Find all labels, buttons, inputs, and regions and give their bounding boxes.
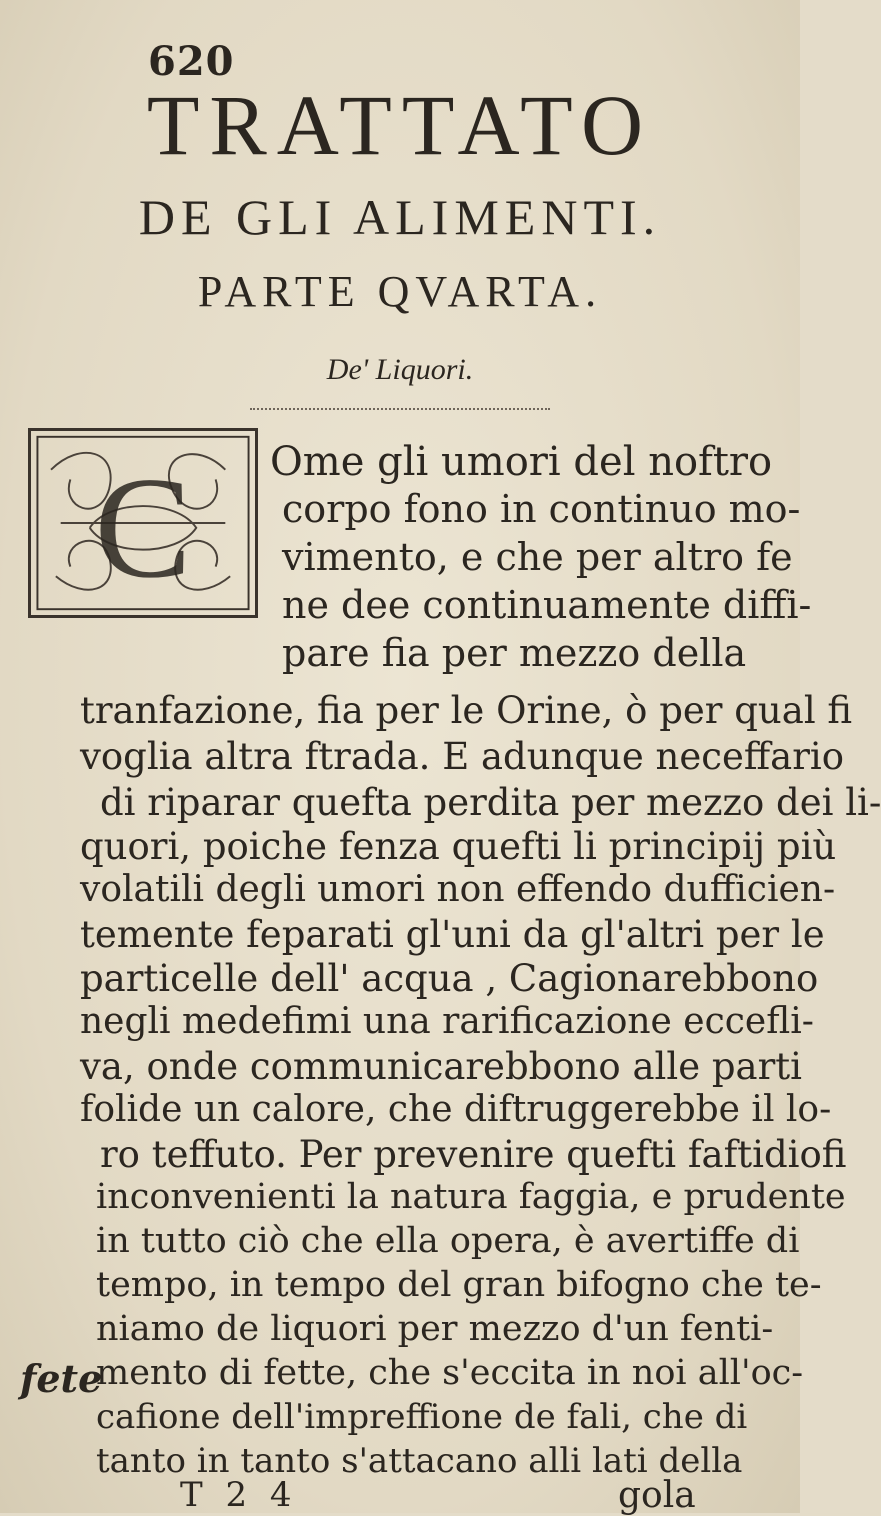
body-line: inconvenienti la natura faggia, e prudente xyxy=(96,1177,846,1217)
signature-mark: T 2 4 xyxy=(180,1475,298,1515)
body-line: Ome gli umori del noftro xyxy=(270,439,773,485)
body-line: ne dee continuamente diffi- xyxy=(282,583,812,627)
body-line: va, onde communicarebbono alle parti xyxy=(80,1045,802,1088)
catchword: gola xyxy=(618,1475,696,1516)
body-line: ro teffuto. Per prevenire quefti faftidiofi xyxy=(100,1133,847,1176)
body-line: cafione dell'impreffione de fali, che di xyxy=(96,1397,748,1437)
body-line: niamo de liquori per mezzo d'un fenti- xyxy=(96,1309,774,1349)
page-number: 620 xyxy=(148,38,235,85)
body-line: in tutto ciò che ella opera, è avertiffe di xyxy=(96,1221,800,1261)
part-heading: PARTE QVARTA. xyxy=(197,267,603,316)
body-line: mento di fette, che s'eccita in noi all'oc- xyxy=(96,1353,804,1393)
body-line: folide un calore, che diftruggerebbe il lo- xyxy=(80,1089,832,1130)
body-line: di riparar quefta perdita per mezzo dei li- xyxy=(100,781,881,824)
section-heading: De' Liquori. xyxy=(326,353,474,386)
ornamental-rule xyxy=(250,408,550,410)
treatise-title: TRATTATO xyxy=(146,77,654,173)
body-line: pare fia per mezzo della xyxy=(282,631,747,675)
floral-initial-icon xyxy=(31,431,255,615)
body-line: tempo, in tempo del gran bifogno che te- xyxy=(96,1265,822,1305)
body-line: corpo fono in continuo mo- xyxy=(282,487,801,531)
body-line: vimento, e che per altro fe xyxy=(282,535,793,579)
body-line: quori, poiche fenza quefti li principij più xyxy=(80,825,837,868)
treatise-subtitle: DE GLI ALIMENTI. xyxy=(138,189,662,245)
body-line: volatili degli umori non effendo dufficien- xyxy=(80,869,836,910)
body-line: voglia altra ftrada. E adunque neceffario xyxy=(80,735,845,778)
svg-text:C: C xyxy=(94,448,192,609)
margin-note: fete xyxy=(20,1356,103,1401)
body-line: negli medefimi una rarificazione eccefli- xyxy=(80,1001,814,1042)
body-line: tranfazione, fia per le Orine, ò per qual fi xyxy=(80,689,853,732)
body-line: tanto in tanto s'attacano alli lati della xyxy=(96,1441,743,1481)
body-line: temente feparati gl'uni da gl'altri per le xyxy=(80,913,825,956)
body-line: particelle dell' acqua , Cagionarebbono xyxy=(80,957,819,1000)
decorated-initial-c xyxy=(28,428,258,618)
